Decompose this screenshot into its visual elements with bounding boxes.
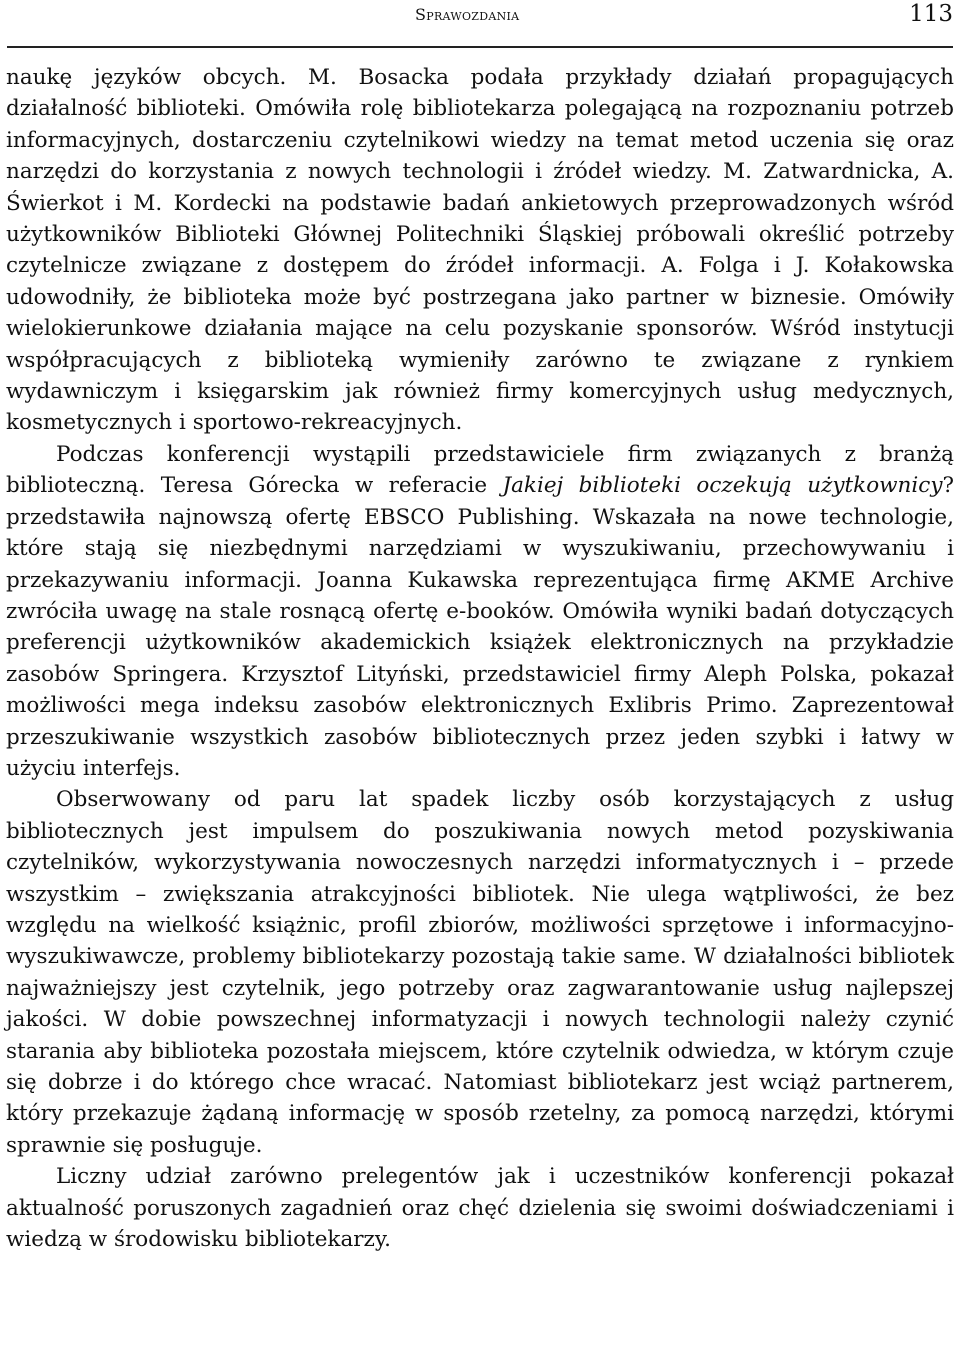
paragraph-4: Liczny udział zarówno prelegentów jak i uczestników konferencji pokazał aktualność poruszonych zagadnień oraz chęć dzielenia się swoimi doświadczeniami i wiedzą w środowisku bibliotekarzy. [6, 1164, 954, 1253]
page-number: 113 [909, 1, 953, 27]
article-body [6, 62, 954, 1255]
paragraph-1: naukę języków obcych. M. Bosacka podała przykłady działań propagujących działalność biblioteki. Omówiła rolę bibliotekarza polegającą na rozpoznaniu potrzeb informacyjnych, dostarczeniu czytelnikowi wiedzy na temat metod uczenia się oraz narzędzi do korzystania z nowych technologii i źródeł wiedzy. M. Zatwardnicka, A. Świerkot i M. Kordecki na podstawie badań ankietowych przeprowadzonych wśród użytkowników Biblioteki Głównej Politechniki Śląskiej próbowali określić potrzeby czytelnicze związane z dostępem do źródeł informacji. A. Folga i J. Kołakowska udowodniły, że biblioteka może być postrzegana jako partner w biznesie. Omówiły wielokierunkowe działania mające na celu pozyskanie sponsorów. Wśród instytucji współpracujących z biblioteką wymieniły zarówno te związane z rynkiem wydawniczym i księgarskim jak również firmy komercyjnych usług medycznych, kosmetycznych i sportowo-rekreacyjnych. [6, 65, 954, 436]
paragraph-2 [6, 439, 954, 784]
referat-title: Jakiej biblioteki oczekują użytkownicy [502, 473, 943, 499]
paragraph-2-text-after: ? przedstawiła najnowszą ofertę EBSCO Publishing. Wskazała na nowe technologie, które stają się niezbędnymi narzędziami w wyszukiwaniu, przechowywaniu i przekazywaniu informacji. Joanna Kukawska reprezentująca firmę AKME Archive zwróciła uwagę na stale rosnącą ofertę e-booków. Omówiła wyniki badań dotyczących preferencji użytkowników akademickich książek elektronicznych na przykładzie zasobów Springera. Krzysztof Lityński, przedstawiciel firmy Aleph Polska, pokazał możliwości mega indeksu zasobów elektronicznych Exlibris Primo. Zaprezentował przeszukiwanie wszystkich zasobów bibliotecznych przez jeden szybki i łatwy w użyciu interfejs. [6, 473, 954, 781]
page-header [7, 0, 953, 48]
running-title: Sprawozdania [415, 5, 520, 24]
paragraph-2-text-before: Podczas konferencji wystąpili przedstawiciele firm związanych z branżą biblioteczną. Teresa Górecka w referacie [6, 441, 954, 499]
paragraph-3: Obserwowany od paru lat spadek liczby osób korzystających z usług bibliotecznych jest impulsem do poszukiwania nowych metod pozyskiwania czytelników, wykorzystywania nowoczesnych narzędzi informatycznych i – przede wszystkim – zwiększania atrakcyjności bibliotek. Nie ulega wątpliwości, że bez względu na wielkość książnic, profil zbiorów, możliwości sprzętowe i informacyjno-wyszukiwawcze, problemy bibliotekarzy pozostają takie same. W działalności bibliotek najważniejszy jest czytelnik, jego potrzeby oraz zagwarantowanie usług najlepszej jakości. W dobie powszechnej informatyzacji i nowych technologii należy czynić starania aby biblioteka pozostała miejscem, które czytelnik odwiedza, w którym czuje się dobrze i do którego chce wracać. Natomiast bibliotekarz jest wciąż partnerem, który przekazuje żądaną informację w sposób rzetelny, za pomocą narzędzi, którymi sprawnie się posługuje. [6, 787, 954, 1158]
